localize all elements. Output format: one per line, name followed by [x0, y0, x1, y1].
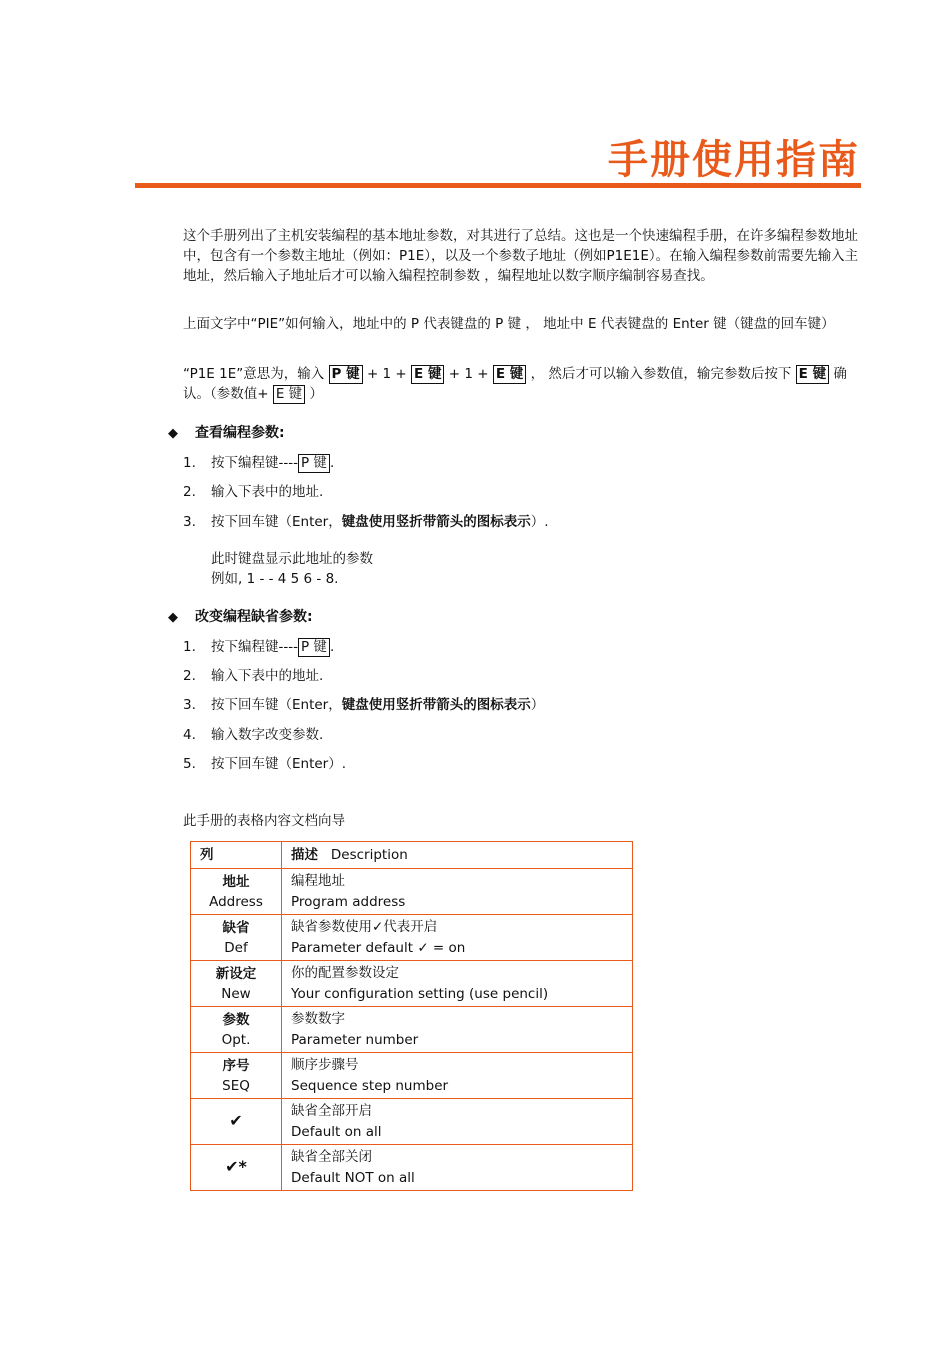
display-example: 例如, 1 - - 4 5 6 - 8.	[211, 571, 339, 587]
list-item: 3. 按下回车键（Enter，键盘使用竖折带箭头的图标表示）.	[183, 514, 549, 530]
p-key-box: P 键	[298, 638, 330, 657]
row-description: 参数数字 Parameter number	[282, 1007, 633, 1053]
e-key-box: E 键	[796, 365, 829, 384]
list-item: 4. 输入数字改变参数.	[183, 727, 324, 743]
diamond-bullet-icon: ◆	[168, 610, 178, 625]
e-key-box: E 键	[273, 385, 305, 404]
p3-text-f: ）	[309, 386, 323, 402]
p3-text-a: “P1E 1E”意思为，输入	[183, 366, 325, 382]
p3-text-c: + 1 +	[448, 366, 489, 382]
p-key-box: P 键	[329, 365, 363, 384]
row-key: 参数 Opt.	[191, 1007, 282, 1053]
list-item: 1. 按下编程键---- P 键 .	[183, 455, 335, 471]
table-header-row	[191, 842, 633, 869]
diamond-bullet-icon: ◆	[168, 426, 178, 441]
row-description: 你的配置参数设定 Your configuration setting (use pencil)	[282, 961, 633, 1007]
list-item: 5. 按下回车键（Enter）.	[183, 756, 347, 772]
legend-table	[190, 841, 633, 1191]
p3-text-e: 确认。（参数值+	[183, 366, 847, 402]
section-heading-view: ◆ 查看编程参数:	[168, 425, 285, 441]
row-key: 缺省 Def	[191, 915, 282, 961]
header-description: 描述 Description	[282, 842, 633, 869]
row-description: 顺序步骤号 Sequence step number	[282, 1053, 633, 1099]
intro-paragraph-1: 这个手册列出了主机安装编程的基本地址参数，对其进行了总结。这也是一个快速编程手册，在许多编程参数地址中，包含有一个参数主地址（例如：P1E），以及一个参数子地址（例如P1E1E）。在输入编程参数前需要先输入主地址，然后输入子地址后才可以输入编程控制参数 ，编程地址以数字顺序编制容易查找。	[183, 228, 859, 284]
table-row	[191, 1099, 633, 1145]
p3-text-b: + 1 +	[366, 366, 407, 382]
table-row	[191, 961, 633, 1007]
checkmark-star-icon: ✔*	[191, 1145, 282, 1191]
row-key: 地址 Address	[191, 869, 282, 915]
row-description: 缺省全部关闭 Default NOT on all	[282, 1145, 633, 1191]
p-key-box: P 键	[298, 454, 330, 473]
table-row	[191, 1007, 633, 1053]
e-key-box: E 键	[493, 365, 526, 384]
table-row	[191, 915, 633, 961]
title-divider	[135, 183, 861, 188]
table-row	[191, 869, 633, 915]
row-description: 缺省参数使用✓代表开启 Parameter default ✓ = on	[282, 915, 633, 961]
table-row	[191, 1145, 633, 1191]
list-item: 2. 输入下表中的地址.	[183, 668, 324, 684]
e-key-box: E 键	[411, 365, 444, 384]
list-item: 2. 输入下表中的地址.	[183, 484, 324, 500]
page-title: 手册使用指南	[608, 136, 860, 183]
header-col: 列	[191, 842, 282, 869]
intro-paragraph-2: 上面文字中“PIE”如何输入，地址中的 P 代表键盘的 P 键 ， 地址中 E 代表键盘的 Enter 键（键盘的回车键）	[183, 316, 835, 332]
p3-text-d: ， 然后才可以输入参数值，输完参数后按下	[530, 366, 792, 382]
table-row	[191, 1053, 633, 1099]
row-key: 新设定 New	[191, 961, 282, 1007]
display-note: 此时键盘显示此地址的参数	[211, 551, 373, 567]
row-key: 序号 SEQ	[191, 1053, 282, 1099]
row-description: 编程地址 Program address	[282, 869, 633, 915]
list-item: 3. 按下回车键（Enter，键盘使用竖折带箭头的图标表示）	[183, 697, 545, 713]
section-heading-change: ◆ 改变编程缺省参数:	[168, 609, 313, 625]
row-description: 缺省全部开启 Default on all	[282, 1099, 633, 1145]
list-item: 1. 按下编程键---- P 键 .	[183, 639, 335, 655]
table-caption: 此手册的表格内容文档向导	[183, 813, 345, 829]
intro-paragraph-3	[183, 364, 861, 404]
checkmark-icon: ✔	[191, 1099, 282, 1145]
